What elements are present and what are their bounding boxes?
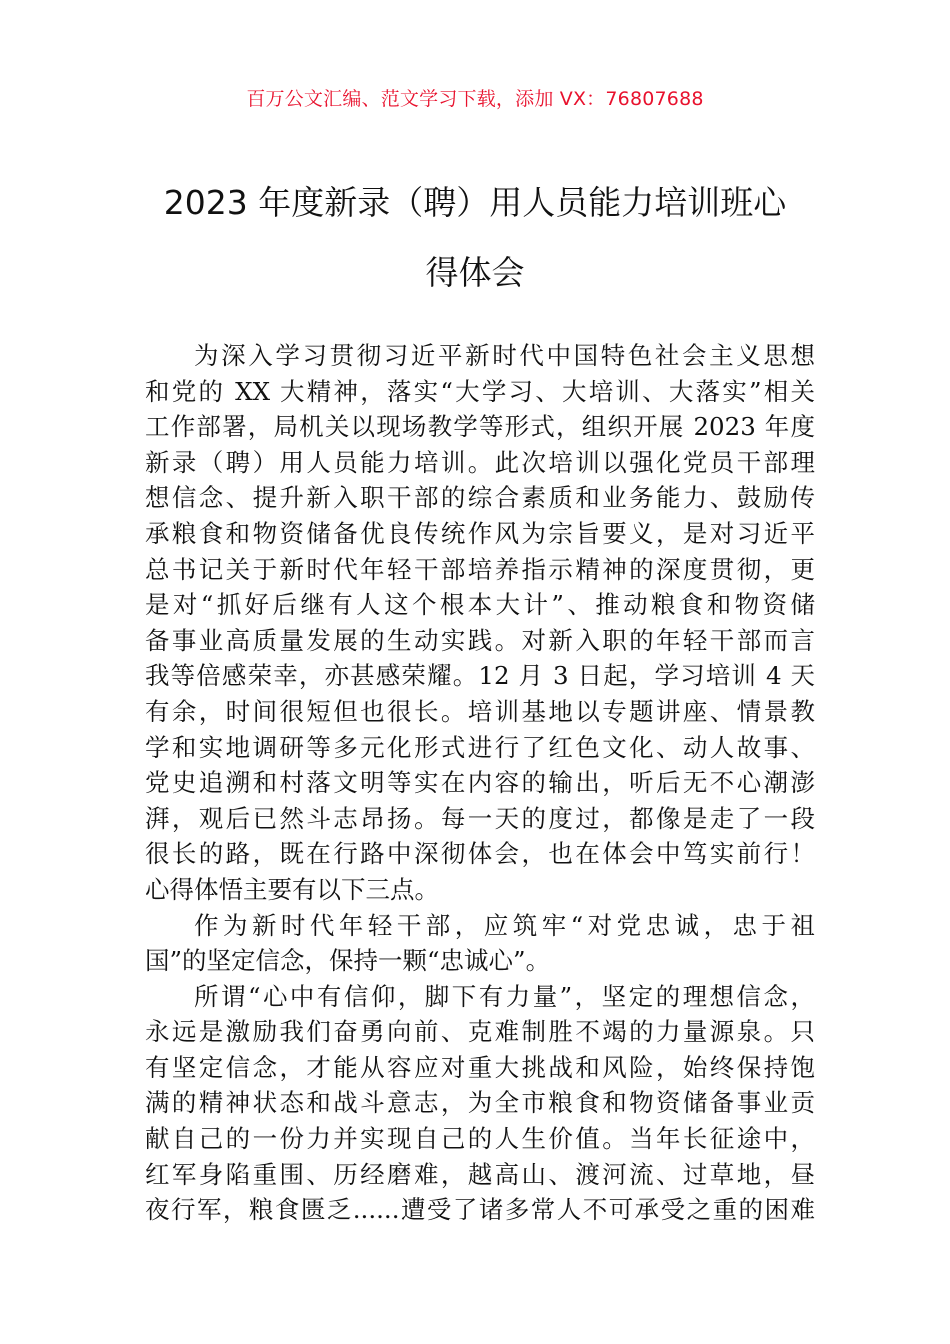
title-line: 得体会 [425,253,525,292]
paragraph-line: 有坚定信念，才能从容应对重大挑战和风险，始终保持饱 [145,1052,815,1082]
paragraph-line: 备事业高质量发展的生动实践。对新入职的年轻干部而言 [145,625,815,655]
paragraph-line: 我等倍感荣幸，亦甚感荣耀。12 月 3 日起，学习培训 4 天 [145,661,815,691]
paragraph-line: 有余，时间很短但也很长。培训基地以专题讲座、情景教 [145,696,815,726]
paragraph-line: 承粮食和物资储备优良传统作风为宗旨要义，是对习近平 [145,518,815,548]
paragraph-line: 党史追溯和村落文明等实在内容的输出，听后无不心潮澎 [145,768,815,798]
paragraph-line: 想信念、提升新入职干部的综合素质和业务能力、鼓励传 [145,483,815,513]
paragraph-line: 湃，观后已然斗志昂扬。每一天的度过，都像是走了一段 [145,803,815,833]
paragraph-line: 夜行军，粮食匮乏......遭受了诸多常人不可承受之重的困难 [145,1195,815,1225]
paragraph-line: 作为新时代年轻干部，应筑牢“对党忠诚，忠于祖 [194,910,815,940]
document-title [120,168,830,308]
header-watermark: 百万公文汇编、范文学习下载，添加 VX：76807688 [246,88,704,110]
paragraph-line: 所谓“心中有信仰，脚下有力量”，坚定的理想信念， [194,981,815,1011]
paragraph-line: 永远是激励我们奋勇向前、克难制胜不竭的力量源泉。只 [145,1017,815,1047]
paragraph-line: 新录（聘）用人员能力培训。此次培训以强化党员干部理 [145,447,815,477]
paragraph-line: 献自己的一份力并实现自己的人生价值。当年长征途中， [145,1124,815,1154]
paragraph-line: 和党的 XX 大精神，落实“大学习、大培训、大落实”相关 [145,376,815,406]
paragraph-line: 很长的路，既在行路中深彻体会，也在体会中笃实前行！ [145,839,815,869]
paragraph-line: 心得体悟主要有以下三点。 [145,874,439,904]
paragraph-line: 为深入学习贯彻习近平新时代中国特色社会主义思想 [194,341,815,370]
paragraph-line: 满的精神状态和战斗意志，为全市粮食和物资储备事业贡 [145,1088,815,1118]
paragraph-line: 工作部署，局机关以现场教学等形式，组织开展 2023 年度 [145,412,815,442]
paragraph-line: 总书记关于新时代年轻干部培养指示精神的深度贯彻，更 [145,554,815,584]
paragraph-line: 学和实地调研等多元化形式进行了红色文化、动人故事、 [145,732,815,762]
paragraph-line: 红军身陷重围、历经磨难，越高山、渡河流、过草地，昼 [145,1159,815,1189]
paragraph-line: 国”的坚定信念，保持一颗“忠诚心”。 [145,946,551,976]
title-line: 2023 年度新录（聘）用人员能力培训班心 [163,183,787,222]
document-body [145,338,815,1228]
paragraph-line: 是对“抓好后继有人这个根本大计”、推动粮食和物资储 [145,590,815,620]
